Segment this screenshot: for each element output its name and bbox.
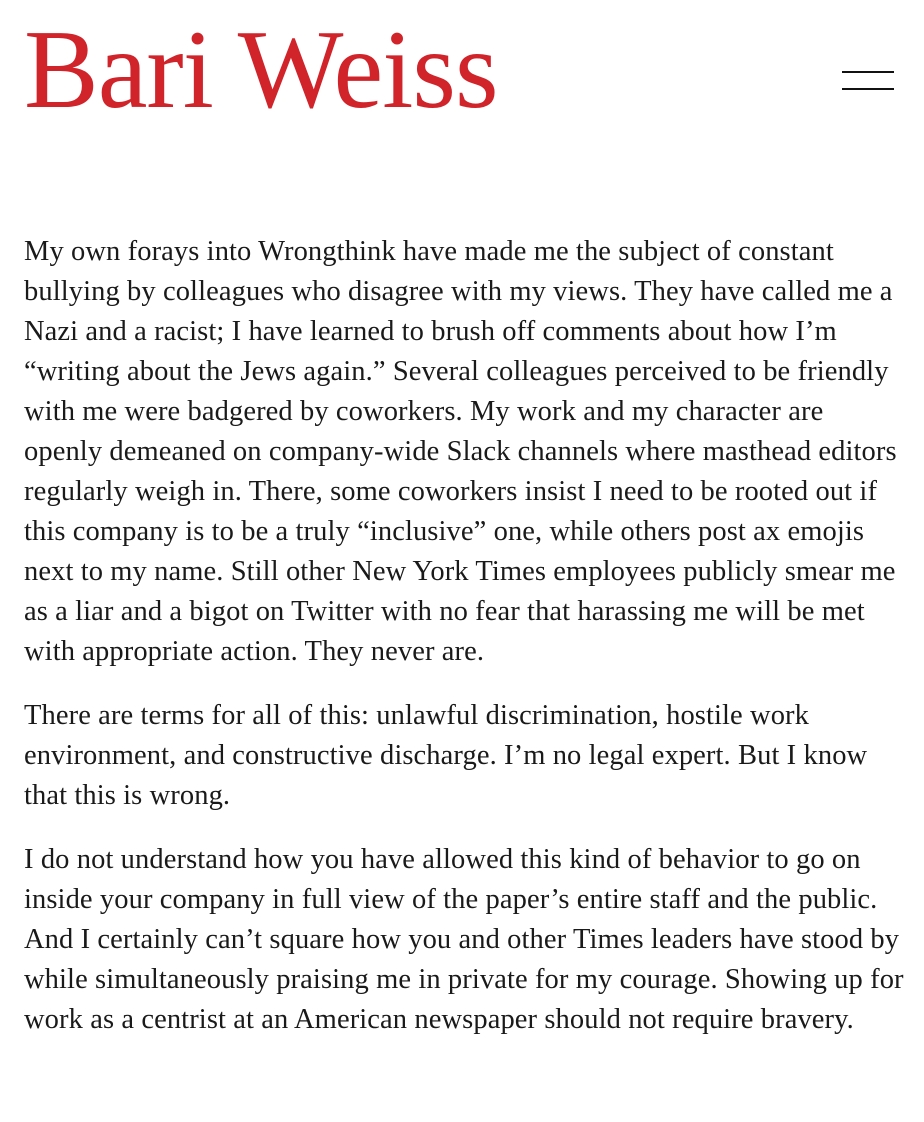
site-title-link[interactable]: Bari Weiss — [24, 8, 498, 132]
site-header — [0, 0, 924, 140]
article-body — [24, 232, 906, 1064]
article-paragraph: My own forays into Wrongthink have made me the subject of constant bullying by colleagues who disagree with my views. They have called me a Nazi and a racist; I have learned to brush off comments about how I’m “writing about the Jews again.” Several colleagues perceived to be friendly with me were badgered by coworkers. My work and my character are openly demeaned on company-wide Slack channels where masthead editors regularly weigh in. There, some coworkers insist I need to be rooted out if this company is to be a truly “inclusive” one, while others post ax emojis next to my name. Still other New York Times employees publicly smear me as a liar and a bigot on Twitter with no fear that harassing me will be met with appropriate action. They never are. — [24, 236, 897, 667]
hamburger-menu-icon — [842, 71, 894, 73]
menu-button[interactable] — [842, 68, 894, 94]
article-paragraph: There are terms for all of this: unlawful discrimination, hostile work environment, and constructive discharge. I’m no legal expert. But I know that this is wrong. — [24, 700, 868, 811]
hamburger-menu-icon-line — [842, 88, 894, 90]
article-paragraph: I do not understand how you have allowed this kind of behavior to go on inside your company in full view of the paper’s entire staff and the public. And I certainly can’t square how you and other Times leaders have stood by while simultaneously praising me in private for my courage. Showing up for work as a centrist at an American newspaper should not require bravery. — [24, 844, 904, 1035]
